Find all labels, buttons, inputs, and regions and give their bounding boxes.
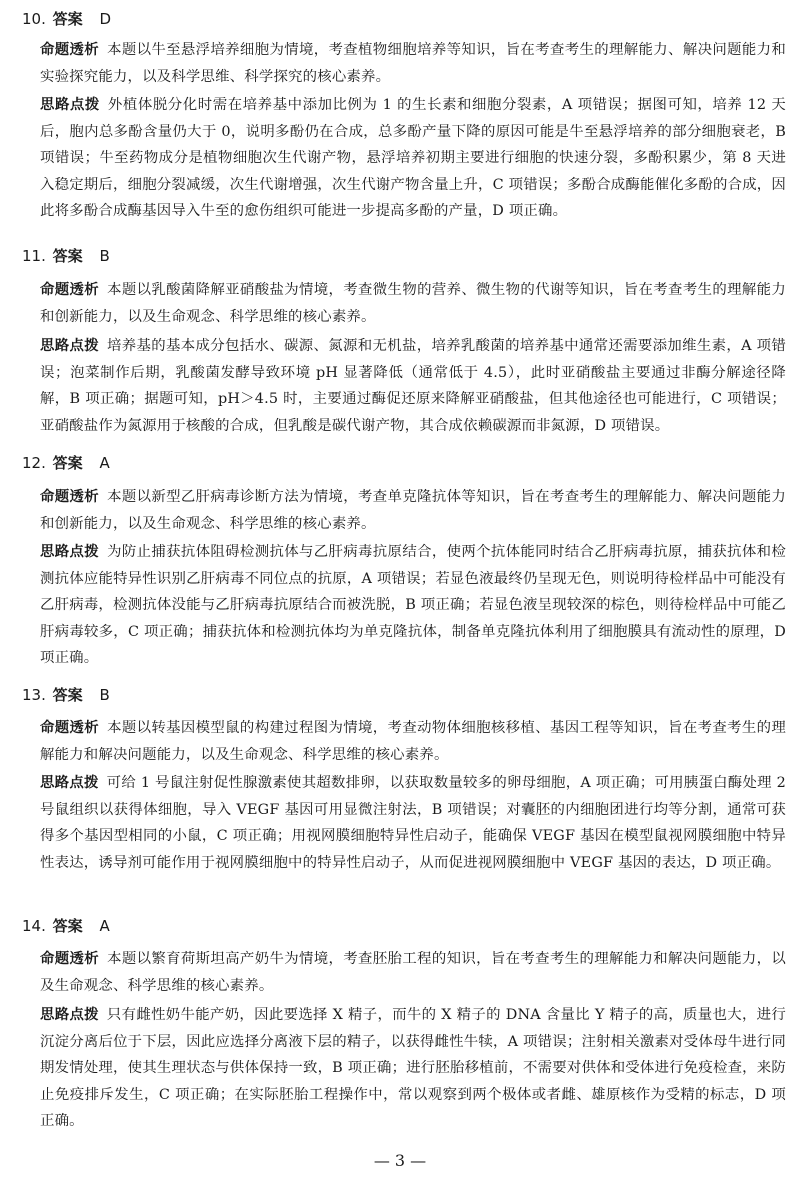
question-number: 11. bbox=[22, 247, 46, 265]
answer-label: 答案 bbox=[52, 917, 83, 935]
question-11-hint bbox=[40, 333, 786, 439]
analysis-text: 本题以乳酸菌降解亚硝酸盐为情境，考查微生物的营养、微生物的代谢等知识，旨在考查考生的理解能力和创新能力，以及生命观念、科学思维的核心素养。 bbox=[40, 282, 786, 325]
analysis-label: 命题透析 bbox=[40, 42, 100, 58]
hint-text: 培养基的基本成分包括水、碳源、氮源和无机盐，培养乳酸菌的培养基中通常还需要添加维生素，A 项错误；泡菜制作后期，乳酸菌发酵导致环境 pH 显著降低（通常低于 4.5），此时亚硝酸盐主要通过非酶分解途径降解，B 项正确；据题可知，pH＞4.5 时，主要通过酶促还原来降解亚硝酸盐，但其他途径也可能进行，C 项错误；亚硝酸盐作为氮源用于核酸的合成，但乳酸是碳代谢产物，其合成依赖碳源而非氮源，D 项错误。 bbox=[40, 338, 786, 434]
question-14-header bbox=[22, 915, 110, 937]
analysis-label: 命题透析 bbox=[40, 282, 100, 298]
question-13-hint bbox=[40, 770, 786, 876]
answer-value: B bbox=[99, 247, 110, 265]
question-number: 14. bbox=[22, 917, 46, 935]
hint-label: 思路点拨 bbox=[40, 775, 99, 791]
question-10-hint bbox=[40, 92, 786, 225]
hint-text: 只有雌性奶牛能产奶，因此要选择 X 精子，而牛的 X 精子的 DNA 含量比 Y 精子的高，质量也大，进行沉淀分离后位于下层，因此应选择分离液下层的精子，以获得雌性牛犊，A 项错误；注射相关激素对受体母牛进行同期发情处理，使其生理状态与供体保持一致，B 项正确；进行胚胎移植前，不需要对供体和受体进行免疫检查，来防止免疫排斥发生，C 项正确；在实际胚胎工程操作中，常以观察到两个极体或者雌、雄原核作为受精的标志，D 项正确。 bbox=[40, 1007, 786, 1129]
analysis-label: 命题透析 bbox=[40, 951, 100, 967]
question-11-header bbox=[22, 245, 110, 267]
question-12-hint bbox=[40, 539, 786, 672]
question-number: 12. bbox=[22, 454, 46, 472]
analysis-text: 本题以转基因模型鼠的构建过程图为情境，考查动物体细胞核移植、基因工程等知识，旨在考查考生的理解能力和解决问题能力，以及生命观念、科学思维的核心素养。 bbox=[40, 720, 786, 763]
answer-label: 答案 bbox=[52, 686, 83, 704]
question-11-analysis bbox=[40, 277, 786, 330]
hint-label: 思路点拨 bbox=[40, 338, 99, 354]
question-10-header bbox=[22, 8, 111, 30]
question-14-hint bbox=[40, 1002, 786, 1135]
question-13-analysis bbox=[40, 715, 786, 768]
question-number: 13. bbox=[22, 686, 46, 704]
question-12-header bbox=[22, 452, 110, 474]
hint-label: 思路点拨 bbox=[40, 544, 100, 560]
analysis-text: 本题以繁育荷斯坦高产奶牛为情境，考查胚胎工程的知识，旨在考查考生的理解能力和解决问题能力，以及生命观念、科学思维的核心素养。 bbox=[40, 951, 786, 994]
analysis-label: 命题透析 bbox=[40, 720, 100, 736]
answer-value: A bbox=[99, 917, 110, 935]
analysis-text: 本题以新型乙肝病毒诊断方法为情境，考查单克隆抗体等知识，旨在考查考生的理解能力、解决问题能力和创新能力，以及生命观念、科学思维的核心素养。 bbox=[40, 489, 786, 532]
answer-value: D bbox=[99, 10, 111, 28]
question-12-analysis bbox=[40, 484, 786, 537]
question-10-analysis bbox=[40, 37, 786, 90]
answer-value: B bbox=[99, 686, 110, 704]
analysis-label: 命题透析 bbox=[40, 489, 100, 505]
hint-text: 外植体脱分化时需在培养基中添加比例为 1 的生长素和细胞分裂素，A 项错误；据图可知，培养 12 天后，胞内总多酚含量仍大于 0，说明多酚仍在合成，总多酚产量下降的原因可能是牛至悬浮培养的部分细胞衰老，B 项错误；牛至药物成分是植物细胞次生代谢产物，悬浮培养初期主要进行细胞的快速分裂，多酚积累少，第 8 天进入稳定期后，细胞分裂减缓，次生代谢增强，次生代谢产物含量上升，C 项错误；多酚合成酶能催化多酚的合成，因此将多酚合成酶基因导入牛至的愈伤组织可能进一步提高多酚的产量，D 项正确。 bbox=[40, 97, 786, 219]
question-13-header bbox=[22, 684, 110, 706]
answer-value: A bbox=[99, 454, 110, 472]
answer-label: 答案 bbox=[52, 454, 83, 472]
hint-text: 可给 1 号鼠注射促性腺激素使其超数排卵，以获取数量较多的卵母细胞，A 项正确；可用胰蛋白酶处理 2 号鼠组织以获得体细胞，导入 VEGF 基因可用显微注射法，B 项错误；对囊胚的内细胞团进行均等分割，通常可获得多个基因型相同的小鼠，C 项正确；用视网膜细胞特异性启动子，能确保 VEGF 基因在模型鼠视网膜细胞中特异性表达，诱导剂可能作用于视网膜细胞中的特异性启动子，从而促进视网膜细胞中 VEGF 基因的表达，D 项正确。 bbox=[40, 775, 786, 871]
page-number: — 3 — bbox=[373, 1151, 427, 1170]
question-number: 10. bbox=[22, 10, 46, 28]
hint-text: 为防止捕获抗体阻碍检测抗体与乙肝病毒抗原结合，使两个抗体能同时结合乙肝病毒抗原，捕获抗体和检测抗体应能特异性识别乙肝病毒不同位点的抗原，A 项错误；若显色液最终仍呈现无色，则说明待检样品中可能没有乙肝病毒，检测抗体没能与乙肝病毒抗原结合而被洗脱，B 项正确；若显色液呈现较深的棕色，则待检样品中可能乙肝病毒较多，C 项正确；捕获抗体和检测抗体均为单克隆抗体，制备单克隆抗体利用了细胞膜具有流动性的原理，D 项正确。 bbox=[40, 544, 786, 666]
answer-label: 答案 bbox=[52, 10, 83, 28]
hint-label: 思路点拨 bbox=[40, 1007, 99, 1023]
analysis-text: 本题以牛至悬浮培养细胞为情境，考查植物细胞培养等知识，旨在考查考生的理解能力、解决问题能力和实验探究能力，以及科学思维、科学探究的核心素养。 bbox=[40, 42, 786, 85]
question-14-analysis bbox=[40, 946, 786, 999]
hint-label: 思路点拨 bbox=[40, 97, 100, 113]
answer-label: 答案 bbox=[52, 247, 83, 265]
